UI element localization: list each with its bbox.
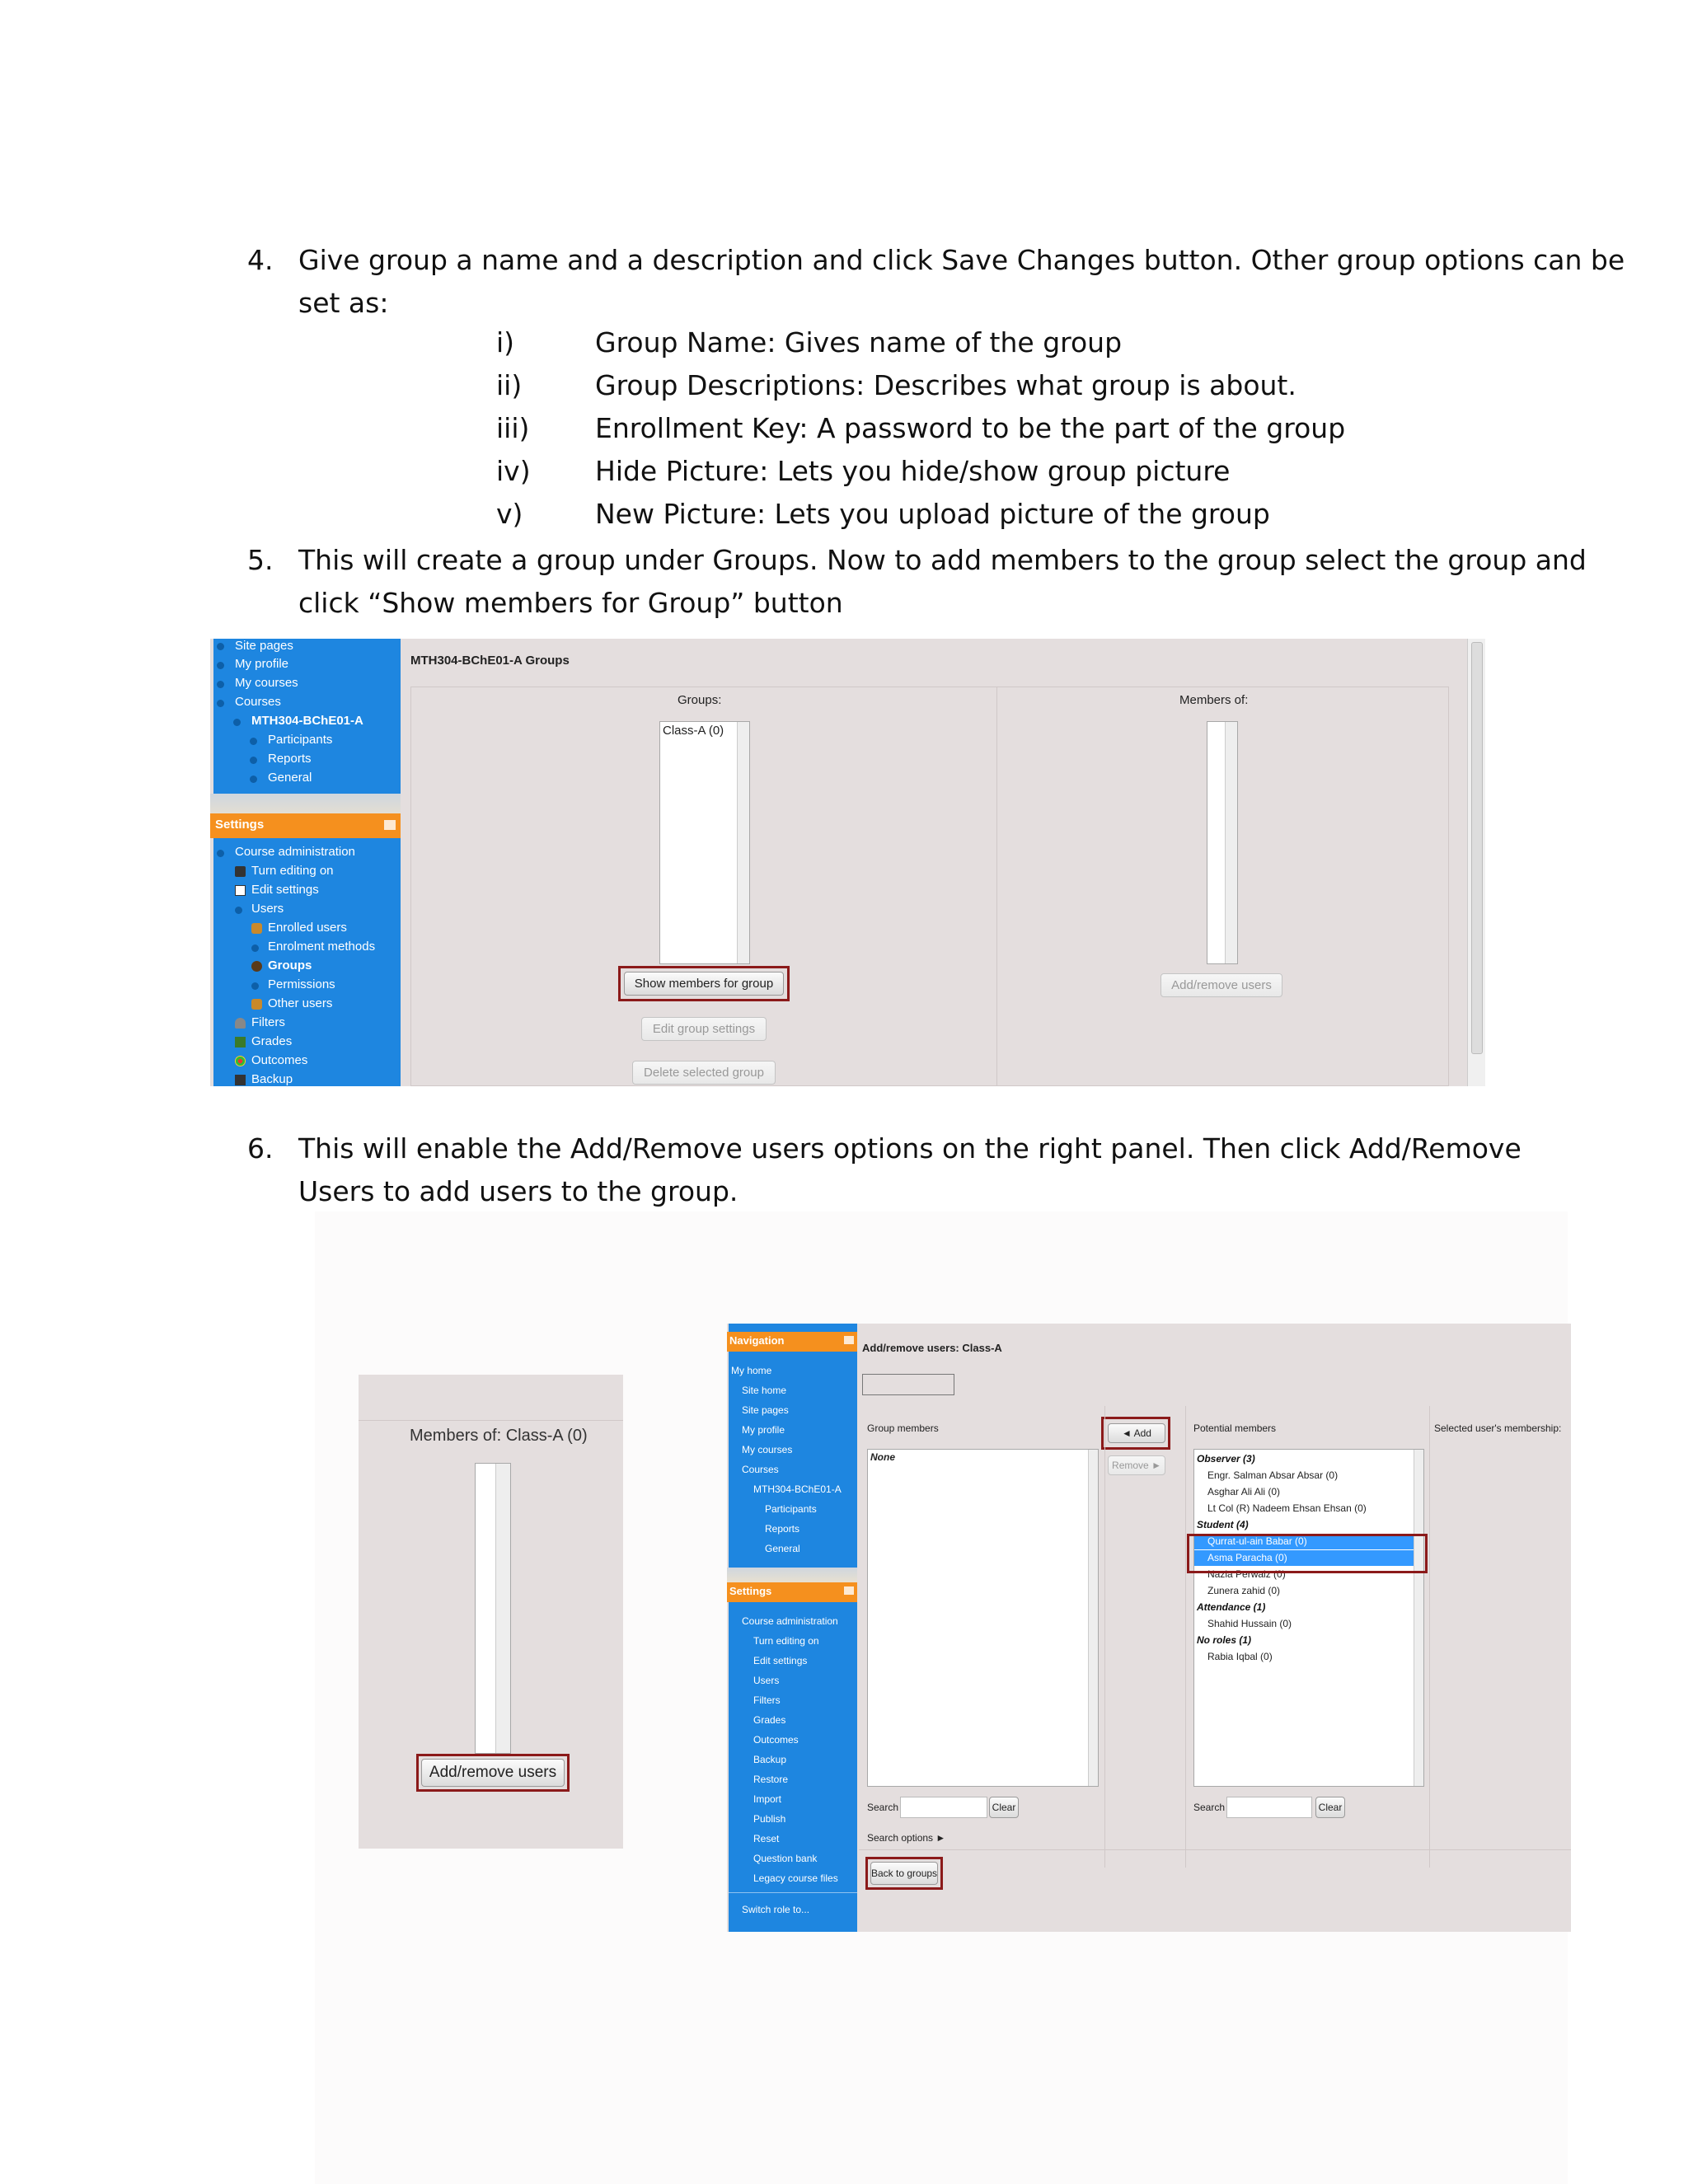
search-label: Search [867, 1802, 899, 1813]
step-number: 5. [247, 544, 274, 576]
member-option[interactable]: Rabia Iqbal (0) [1207, 1651, 1273, 1662]
backup-icon [235, 1075, 246, 1085]
dock-icon[interactable] [384, 820, 396, 830]
settings-item-outcomes[interactable]: Outcomes [251, 1053, 308, 1067]
settings-header [727, 1582, 857, 1602]
bullet-icon [235, 907, 242, 914]
option-numeral: ii) [496, 369, 523, 401]
nav-item-general[interactable]: General [765, 1543, 800, 1554]
option-numeral: i) [496, 326, 515, 359]
settings-item-reset[interactable]: Reset [753, 1833, 780, 1844]
settings-item-turn-editing[interactable]: Turn editing on [753, 1635, 819, 1647]
option-numeral: iv) [496, 455, 531, 487]
navigation-title: Navigation [729, 1334, 785, 1347]
settings-item-publish[interactable]: Publish [753, 1813, 786, 1825]
members-select[interactable] [475, 1463, 511, 1754]
nav-item-courses[interactable]: Courses [742, 1464, 779, 1475]
option-text: Group Name: Gives name of the group [595, 326, 1123, 359]
option-text: New Picture: Lets you upload picture of the group [595, 498, 1270, 530]
nav-item-my-home[interactable]: My home [731, 1365, 772, 1376]
settings-item-course-admin[interactable]: Course administration [742, 1615, 838, 1627]
bullet-icon [251, 944, 259, 952]
member-option[interactable]: Nazia Perwaiz (0) [1207, 1568, 1286, 1580]
settings-item-restore[interactable]: Restore [753, 1774, 789, 1785]
option-numeral: v) [496, 498, 523, 530]
scrollbar[interactable] [1414, 1450, 1423, 1786]
search-label: Search [1193, 1802, 1226, 1813]
settings-title: Settings [215, 818, 265, 832]
settings-item-turn-editing[interactable]: Turn editing on [251, 864, 334, 878]
nav-item-course[interactable]: MTH304-BChE01-A [251, 714, 363, 728]
search-options-toggle[interactable]: Search options ► [867, 1832, 946, 1844]
member-option[interactable]: Asma Paracha (0) [1194, 1550, 1414, 1566]
nav-item-reports[interactable]: Reports [765, 1523, 800, 1535]
clear-button[interactable]: Clear [989, 1797, 1019, 1818]
edit-icon [235, 866, 246, 877]
nav-item-participants[interactable]: Participants [268, 733, 333, 747]
navigation-header [727, 1332, 857, 1352]
group-members-select[interactable] [867, 1449, 1099, 1787]
settings-item-import[interactable]: Import [753, 1793, 782, 1805]
settings-item-backup[interactable]: Backup [753, 1754, 787, 1765]
column-divider [1429, 1406, 1430, 1868]
option-text: Hide Picture: Lets you hide/show group picture [595, 455, 1231, 487]
nav-item-reports[interactable]: Reports [268, 752, 312, 766]
role-group-header: Student (4) [1197, 1519, 1249, 1530]
bullet-icon [217, 643, 224, 650]
nav-item-my-courses[interactable]: My courses [235, 676, 298, 690]
add-remove-users-button[interactable]: Add/remove users [1160, 973, 1282, 997]
members-label: Members of: Class-A (0) [410, 1427, 588, 1445]
settings-item-users[interactable]: Users [753, 1675, 780, 1686]
bullet-icon [250, 738, 257, 745]
settings-item-edit-settings[interactable]: Edit settings [251, 883, 319, 897]
settings-item-legacy-files[interactable]: Legacy course files [753, 1872, 838, 1884]
settings-item-course-admin[interactable]: Course administration [235, 845, 355, 859]
settings-item-question-bank[interactable]: Question bank [753, 1853, 818, 1864]
divider [729, 1892, 857, 1893]
bullet-icon [217, 850, 224, 857]
settings-title: Settings [729, 1585, 772, 1597]
back-to-groups-button[interactable]: Back to groups [870, 1862, 938, 1885]
groups-icon [251, 961, 262, 972]
settings-item-users[interactable]: Users [251, 902, 284, 916]
member-option[interactable]: Lt Col (R) Nadeem Ehsan Ehsan (0) [1207, 1502, 1367, 1514]
settings-item-grades[interactable]: Grades [753, 1714, 786, 1726]
settings-item-outcomes[interactable]: Outcomes [753, 1734, 799, 1746]
remove-button[interactable]: Remove ► [1108, 1455, 1165, 1475]
step-text: This will create a group under Groups. Now to add members to the group select the group and [298, 544, 1587, 576]
scrollbar[interactable] [737, 722, 749, 963]
member-option[interactable]: Zunera zahid (0) [1207, 1585, 1281, 1596]
search-input[interactable] [1226, 1797, 1312, 1818]
settings-item-enrolled-users[interactable]: Enrolled users [268, 921, 347, 935]
users-icon [251, 923, 262, 934]
settings-item-groups[interactable]: Groups [268, 958, 312, 972]
step-text: This will enable the Add/Remove users options on the right panel. Then click Add/Remove [298, 1132, 1522, 1165]
bullet-icon [217, 700, 224, 707]
scrollbar[interactable] [1088, 1450, 1098, 1786]
bullet-icon [233, 719, 241, 726]
nav-item-site-pages[interactable]: Site pages [235, 639, 293, 653]
group-option[interactable]: Class-A (0) [663, 724, 724, 738]
outcomes-icon [235, 1056, 246, 1066]
bullet-icon [250, 757, 257, 764]
step-text: Users to add users to the group. [298, 1175, 738, 1207]
nav-item-course[interactable]: MTH304-BChE01-A [753, 1483, 842, 1495]
dock-icon[interactable] [844, 1586, 854, 1595]
add-remove-users-button[interactable]: Add/remove users [421, 1759, 565, 1787]
member-option[interactable]: Qurrat-ul-ain Babar (0) [1194, 1534, 1414, 1549]
screenshot-groups [210, 639, 1485, 1086]
settings-item-backup[interactable]: Backup [251, 1072, 293, 1086]
settings-icon [235, 885, 246, 896]
dock-icon[interactable] [844, 1336, 854, 1344]
show-members-button[interactable]: Show members for group [624, 972, 784, 996]
nav-item-participants[interactable]: Participants [765, 1503, 817, 1515]
role-group-header: Attendance (1) [1197, 1601, 1266, 1613]
column-divider [1185, 1406, 1186, 1868]
selected-membership-label: Selected user's membership: [1434, 1422, 1562, 1434]
option-text: Enrollment Key: A password to be the part of the group [595, 412, 1346, 444]
step-text: set as: [298, 287, 389, 319]
screenshot-members-panel [359, 1375, 623, 1849]
switch-role-link[interactable]: Switch role to... [742, 1904, 810, 1915]
clear-button[interactable]: Clear [1315, 1797, 1345, 1818]
groups-label: Groups: [678, 693, 722, 707]
window-scrollbar[interactable] [1467, 639, 1485, 1086]
nav-item-my-courses[interactable]: My courses [742, 1444, 793, 1455]
edit-group-settings-button[interactable]: Edit group settings [641, 1017, 767, 1041]
member-option[interactable]: Asghar Ali Ali (0) [1207, 1486, 1281, 1497]
scrollbar-thumb[interactable] [1471, 642, 1483, 1054]
filter-icon [235, 1018, 246, 1029]
role-group-header: No roles (1) [1197, 1634, 1252, 1646]
bullet-icon [217, 662, 224, 669]
none-label: None [870, 1451, 895, 1463]
step-number: 6. [247, 1132, 274, 1165]
users-icon [251, 999, 262, 1010]
settings-item-filters[interactable]: Filters [251, 1015, 285, 1029]
role-group-header: Observer (3) [1197, 1453, 1255, 1465]
page-title: MTH304-BChE01-A Groups [410, 654, 570, 668]
bullet-icon [217, 681, 224, 688]
member-option[interactable]: Engr. Salman Absar Absar (0) [1207, 1469, 1339, 1481]
divider [359, 1420, 623, 1421]
footer-divider [859, 1849, 1571, 1850]
settings-item-enrolment-methods[interactable]: Enrolment methods [268, 940, 376, 954]
potential-members-label: Potential members [1193, 1422, 1277, 1434]
members-label: Members of: [1179, 693, 1249, 707]
members-select[interactable] [1207, 721, 1238, 964]
nav-item-site-pages[interactable]: Site pages [742, 1404, 789, 1416]
option-text: Group Descriptions: Describes what group is about. [595, 369, 1296, 401]
settings-header [210, 813, 401, 838]
search-input[interactable] [900, 1797, 987, 1818]
nav-item-site-home[interactable]: Site home [742, 1385, 787, 1396]
page-title: Add/remove users: Class-A [862, 1342, 1002, 1354]
settings-item-edit-settings[interactable]: Edit settings [753, 1655, 808, 1666]
bullet-icon [251, 982, 259, 990]
step-text: click “Show members for Group” button [298, 587, 843, 619]
scrollbar[interactable] [495, 1464, 510, 1753]
nav-item-my-profile[interactable]: My profile [742, 1424, 785, 1436]
nav-item-my-profile[interactable]: My profile [235, 657, 289, 671]
add-button[interactable]: ◄ Add [1108, 1423, 1165, 1443]
title-input[interactable] [862, 1374, 954, 1395]
settings-item-permissions[interactable]: Permissions [268, 977, 335, 991]
screenshot-add-remove-users [727, 1324, 1571, 1932]
step-text: Give group a name and a description and click Save Changes button. Other group options can be [298, 244, 1625, 276]
highlight-box [1187, 1534, 1428, 1573]
grades-icon [235, 1037, 246, 1047]
settings-item-grades[interactable]: Grades [251, 1034, 293, 1048]
scrollbar[interactable] [1225, 722, 1237, 963]
settings-item-filters[interactable]: Filters [753, 1694, 781, 1706]
nav-item-courses[interactable]: Courses [235, 695, 281, 709]
potential-members-select[interactable] [1193, 1449, 1424, 1787]
nav-item-general[interactable]: General [268, 771, 312, 785]
step-number: 4. [247, 244, 274, 276]
sidebar-divider [727, 1568, 857, 1582]
groups-select[interactable] [659, 721, 750, 964]
member-option[interactable]: Shahid Hussain (0) [1207, 1618, 1292, 1629]
delete-group-button[interactable]: Delete selected group [632, 1061, 776, 1085]
group-members-label: Group members [867, 1422, 939, 1434]
option-numeral: iii) [496, 412, 530, 444]
settings-item-other-users[interactable]: Other users [268, 996, 333, 1010]
column-divider [1104, 1406, 1105, 1868]
bullet-icon [250, 776, 257, 783]
